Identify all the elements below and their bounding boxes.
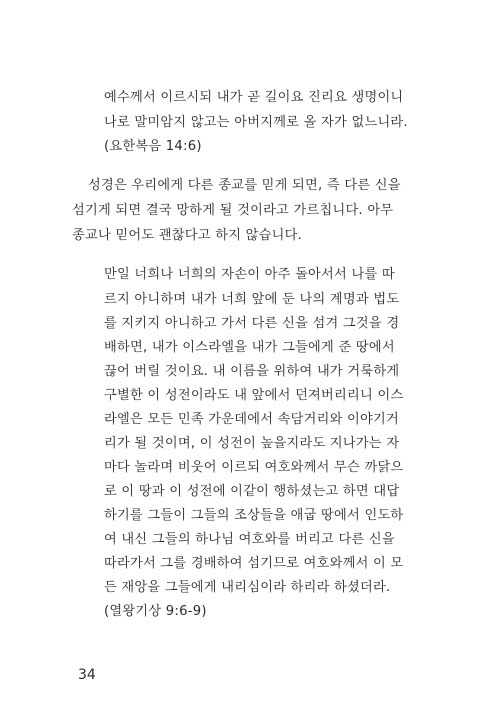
quote2-line: 를 지키지 아니하고 가서 다른 신을 섬겨 그것을 경 — [104, 316, 400, 331]
body-line: 성경은 우리에게 다른 종교를 믿게 되면, 즉 다른 신을 — [88, 178, 401, 193]
quote2-line: 마다 놀라며 비웃어 이르되 여호와께서 무슨 까닭으 — [104, 460, 404, 475]
quote2-line: 르지 아니하며 내가 너희 앞에 둔 나의 계명과 법도 — [104, 292, 400, 307]
quote2-line: 라엘은 모든 민족 가운데에서 속담거리와 이야기거 — [104, 412, 399, 427]
quote2-line: 끊어 버릴 것이요. 내 이름을 위하여 내가 거룩하게 — [104, 364, 400, 379]
body-line: 종교나 믿어도 괜찮다고 하지 않습니다. — [72, 228, 303, 243]
quote2-line: 배하면, 내가 이스라엘을 내가 그들에게 준 땅에서 — [104, 340, 395, 355]
quote2-line: (열왕기상 9:6-9) — [104, 604, 207, 619]
quote2-line: 로 이 땅과 이 성전에 이같이 행하셨는고 하면 대답 — [104, 484, 400, 499]
quote1-line: 나로 말미암지 않고는 아버지께로 올 자가 없느니라. — [104, 115, 408, 130]
quote2-line: 따라가서 그를 경배하여 섬기므로 여호와께서 이 모 — [104, 556, 404, 571]
quote2-line: 든 재앙을 그들에게 내리심이라 하리라 하셨더라. — [104, 580, 391, 595]
quote2-line: 여 내신 그들의 하나님 여호와를 버리고 다른 신을 — [104, 532, 395, 547]
quote2-line: 구별한 이 성전이라도 내 앞에서 던져버리리니 이스 — [104, 388, 404, 403]
quote1-line: 예수께서 이르시되 내가 곧 길이요 진리요 생명이니 — [104, 90, 404, 105]
quote2-line: 리가 될 것이며, 이 성전이 높을지라도 지나가는 자 — [104, 436, 400, 451]
body-line: 섬기게 되면 결국 망하게 될 것이라고 가르칩니다. 아무 — [72, 203, 394, 218]
page-number: 34 — [78, 667, 96, 683]
quote2-line: 만일 너희나 너희의 자손이 아주 돌아서서 나를 따 — [104, 267, 395, 282]
quote2-line: 하기를 그들이 그들의 조상들을 애굽 땅에서 인도하 — [104, 508, 404, 523]
quote1-line: (요한복음 14:6) — [104, 139, 202, 154]
